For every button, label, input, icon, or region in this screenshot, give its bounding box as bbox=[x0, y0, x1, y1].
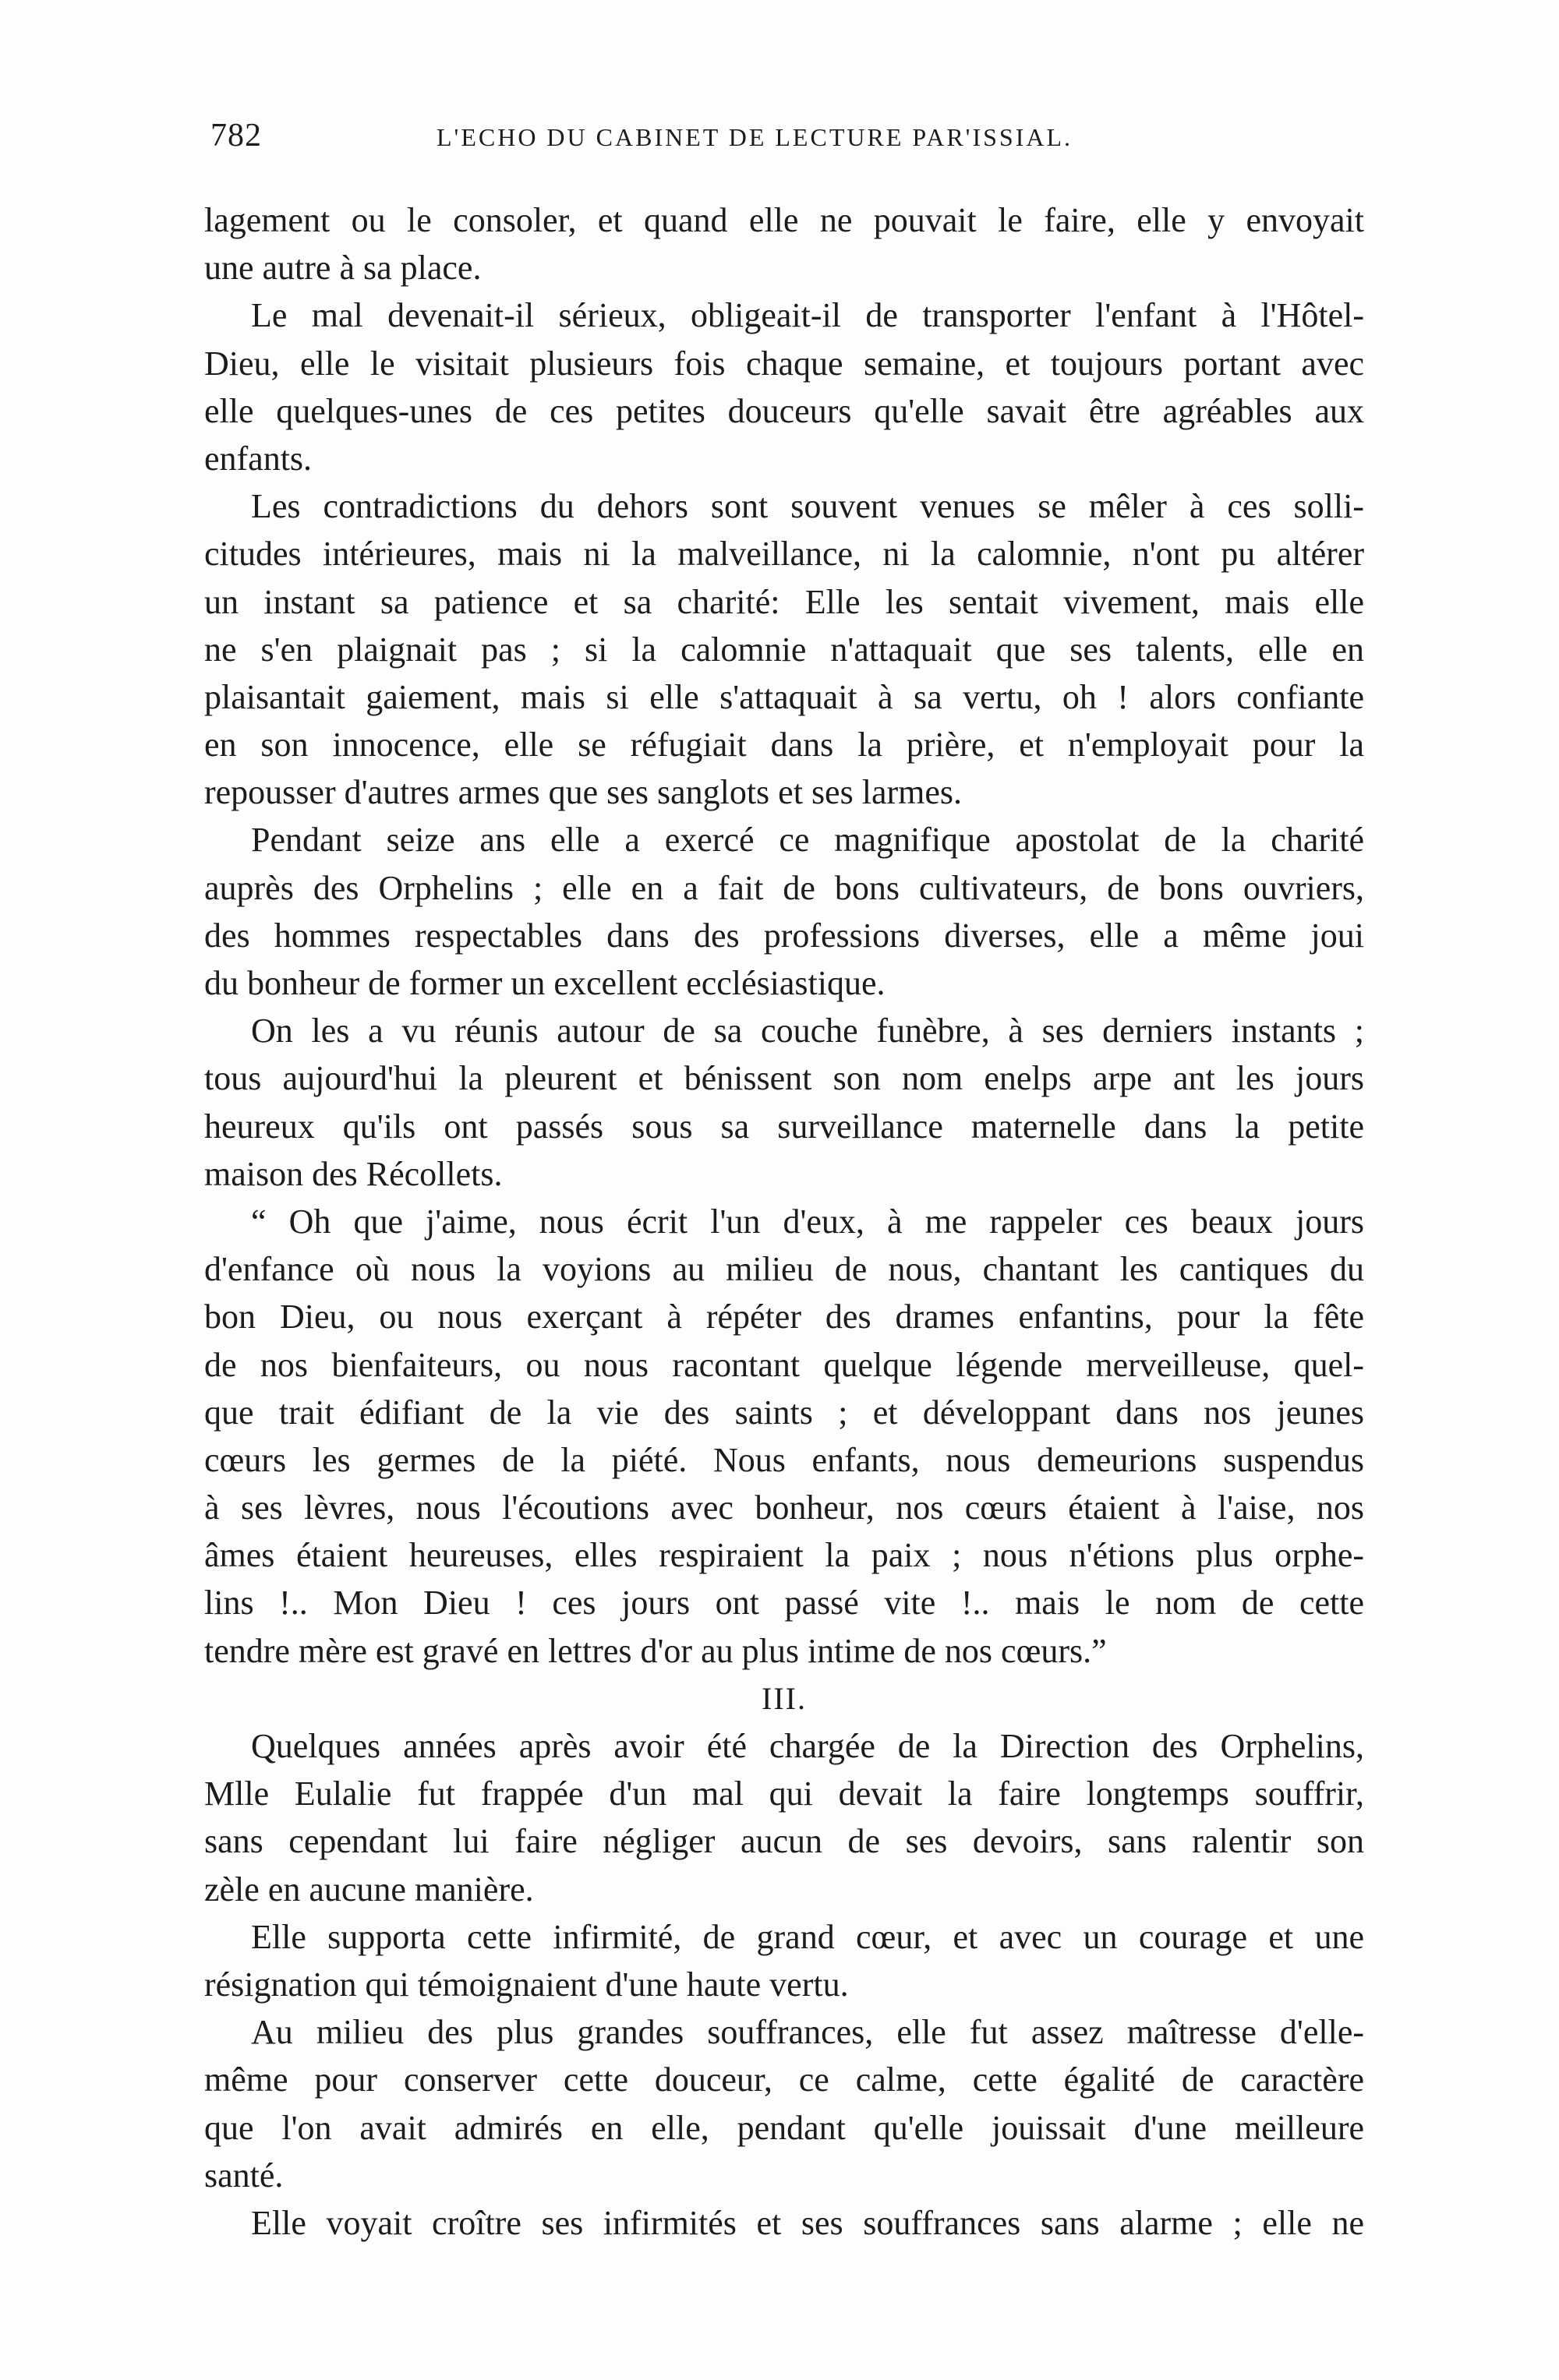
text-line: à ses lèvres, nous l'écoutions avec bonheur, nos cœurs étaient à l'aise, nos bbox=[204, 1488, 1364, 1527]
text-line: du bonheur de former un excellent ecclésiastique. bbox=[204, 964, 886, 1002]
text-line: plaisantait gaiement, mais si elle s'attaquait à sa vertu, oh ! alors confiante bbox=[204, 677, 1364, 716]
text-line: sans cependant lui faire négliger aucun de ses devoirs, sans ralentir son bbox=[204, 1822, 1364, 1861]
text-line: que trait édifiant de la vie des saints ; et développant dans nos jeunes bbox=[204, 1393, 1364, 1432]
text-line: heureux qu'ils ont passés sous sa surveillance maternelle dans la petite bbox=[204, 1107, 1364, 1146]
text-line: auprès des Orphelins ; elle en a fait de bons cultivateurs, de bons ouvriers, bbox=[204, 868, 1364, 907]
running-head bbox=[210, 117, 1364, 164]
text-line: lins !.. Mon Dieu ! ces jours ont passé vite !.. mais le nom de cette bbox=[204, 1584, 1364, 1623]
text-line: bon Dieu, ou nous exerçant à répéter des drames enfantins, pour la fête bbox=[204, 1298, 1364, 1337]
text-line: en son innocence, elle se réfugiait dans la prière, et n'employait pour la bbox=[204, 726, 1364, 764]
text-line: citudes intérieures, mais ni la malveillance, ni la calomnie, n'ont pu altérer bbox=[204, 535, 1364, 574]
text-line: cœurs les germes de la piété. Nous enfants, nous demeurions suspendus bbox=[204, 1440, 1364, 1479]
text-line: une autre à sa place. bbox=[204, 249, 482, 288]
text-line: des hommes respectables dans des professions diverses, elle a même joui bbox=[204, 916, 1364, 955]
page-number: 782 bbox=[210, 118, 262, 154]
text-line: Quelques années après avoir été chargée de la Direction des Orphelins, bbox=[251, 1727, 1364, 1765]
text-line: Au milieu des plus grandes souffrances, elle fut assez maîtresse d'elle- bbox=[251, 2013, 1364, 2052]
body-text bbox=[204, 196, 1364, 2247]
text-line: On les a vu réunis autour de sa couche funèbre, à ses derniers instants ; bbox=[251, 1012, 1364, 1051]
text-line: un instant sa patience et sa charité: Elle les sentait vivement, mais elle bbox=[204, 582, 1364, 621]
text-line: que l'on avait admirés en elle, pendant qu'elle jouissait d'une meilleure bbox=[204, 2108, 1364, 2147]
text-line: santé. bbox=[204, 2156, 284, 2195]
text-line: même pour conserver cette douceur, ce calme, cette égalité de caractère bbox=[204, 2060, 1364, 2099]
text-line: enfants. bbox=[204, 439, 313, 478]
text-line: Les contradictions du dehors sont souvent venues se mêler à ces solli- bbox=[251, 487, 1364, 526]
text-line: Le mal devenait-il sérieux, obligeait-il de transporter l'enfant à l'Hôtel- bbox=[251, 296, 1364, 335]
text-line: lagement ou le consoler, et quand elle ne pouvait le faire, elle y envoyait bbox=[204, 201, 1364, 239]
running-title: L'ECHO DU CABINET DE LECTURE PAR'ISSIAL. bbox=[437, 123, 1073, 151]
text-line: tendre mère est gravé en lettres d'or au plus intime de nos cœurs.” bbox=[204, 1631, 1107, 1670]
text-line: Elle voyait croître ses infirmités et ses souffrances sans alarme ; elle ne bbox=[251, 2203, 1364, 2242]
text-line: repousser d'autres armes que ses sanglots et ses larmes. bbox=[204, 773, 962, 812]
text-line: “ Oh que j'aime, nous écrit l'un d'eux, à me rappeler ces beaux jours bbox=[251, 1202, 1364, 1241]
text-line: tous aujourd'hui la pleurent et bénissent son nom enelps arpe ant les jours bbox=[204, 1059, 1364, 1098]
section-heading: III. bbox=[762, 1680, 807, 1716]
text-line: de nos bienfaiteurs, ou nous racontant quelque légende merveilleuse, quel- bbox=[204, 1345, 1364, 1384]
text-line: Pendant seize ans elle a exercé ce magnifique apostolat de la charité bbox=[251, 821, 1364, 860]
text-line: Dieu, elle le visitait plusieurs fois chaque semaine, et toujours portant avec bbox=[204, 344, 1364, 383]
text-line: âmes étaient heureuses, elles respiraient la paix ; nous n'étions plus orphe- bbox=[204, 1536, 1364, 1575]
text-line: ne s'en plaignait pas ; si la calomnie n'attaquait que ses talents, elle en bbox=[204, 630, 1364, 669]
text-line: Elle supporta cette infirmité, de grand cœur, et avec un courage et une bbox=[251, 1917, 1364, 1956]
text-line: d'enfance où nous la voyions au milieu de nous, chantant les cantiques du bbox=[204, 1250, 1364, 1289]
text-line: zèle en aucune manière. bbox=[204, 1870, 534, 1909]
text-line: résignation qui témoignaient d'une haute vertu. bbox=[204, 1965, 849, 2004]
text-line: maison des Récollets. bbox=[204, 1154, 503, 1193]
text-line: elle quelques-unes de ces petites douceurs qu'elle savait être agréables aux bbox=[204, 391, 1364, 430]
text-line: Mlle Eulalie fut frappée d'un mal qui devait la faire longtemps souffrir, bbox=[204, 1774, 1364, 1813]
